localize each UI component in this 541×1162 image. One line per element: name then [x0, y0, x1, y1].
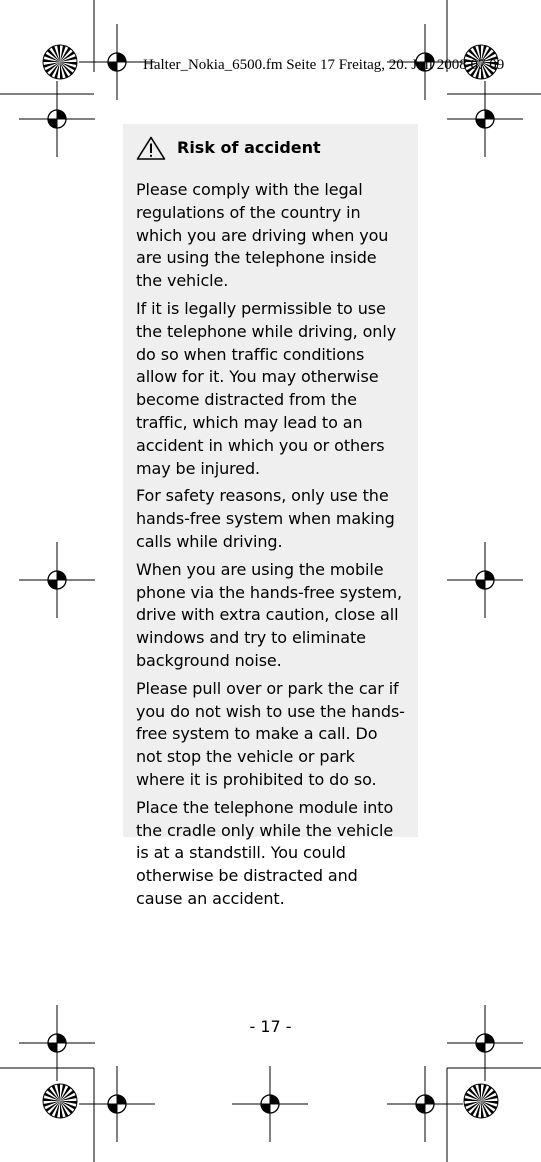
registration-wheel-icon: [43, 45, 77, 79]
registration-target-icon: [79, 1066, 155, 1142]
warning-paragraph: If it is legally permissible to use the telephone while driving, only do so when traffic conditions allow for it. You may otherwise become distracted from the traffic, which may lead to an accident in which you or others may be injured.: [136, 298, 397, 478]
warning-paragraph: Place the telephone module into the cradle only while the vehicle is at a standstill. You could otherwise be distracted and cause an accident.: [136, 797, 394, 908]
registration-wheel-icon: [464, 1084, 498, 1118]
warning-paragraph: For safety reasons, only use the hands-free system when making calls while driving.: [136, 486, 395, 551]
registration-target-icon: [447, 81, 523, 157]
warning-paragraph: Please pull over or park the car if you do not wish to use the hands-free system to make a call. Do not stop the vehicle or park where it is prohibited to do so.: [136, 678, 405, 789]
warning-heading: [136, 136, 406, 160]
registration-target-icon: [19, 81, 95, 157]
warning-title: Risk of accident: [177, 138, 321, 157]
registration-target-icon: [232, 1066, 308, 1142]
registration-target-icon: [19, 542, 95, 618]
warning-triangle-icon: [136, 136, 166, 160]
page-number: - 17 -: [249, 1017, 292, 1036]
warning-box: [123, 124, 418, 908]
registration-target-icon: [447, 542, 523, 618]
print-header-slug: Halter_Nokia_6500.fm Seite 17 Freitag, 20. Juli 2008 07 09: [143, 57, 505, 73]
warning-paragraph: Please comply with the legal regulations of the country in which you are driving when you are using the telephone inside the vehicle.: [136, 180, 389, 291]
warning-paragraph: When you are using the mobile phone via the hands-free system, drive with extra caution, close all windows and try to eliminate background noise.: [136, 559, 403, 670]
registration-target-icon: [387, 1066, 463, 1142]
registration-wheel-icon: [43, 1084, 77, 1118]
